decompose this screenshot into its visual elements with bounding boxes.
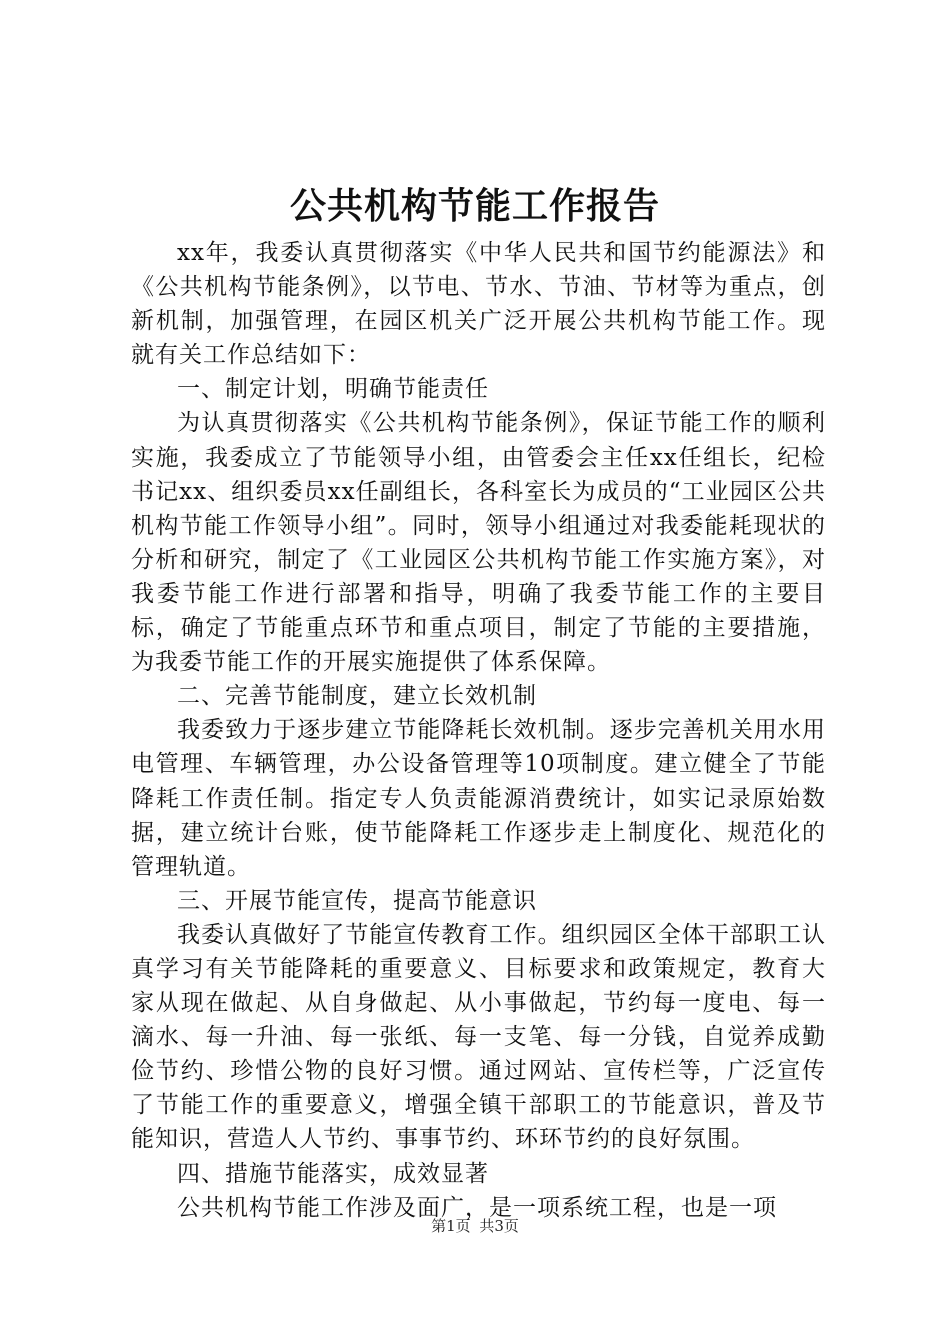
section-4-body: 公共机构节能工作涉及面广，是一项系统工程，也是一项 bbox=[177, 1194, 777, 1221]
section-2-body: 我委致力于逐步建立节能降耗长效机制。逐步完善机关用水用电管理、车辆管理，办公设备管理等10项制度。建立健全了节能降耗工作责任制。指定专人负责能源消费统计，如实记录原始数据，建立统计台账，使节能降耗工作逐步走上制度化、规范化的管理轨道。 bbox=[131, 717, 826, 880]
page-number: 第1页 bbox=[431, 1217, 471, 1235]
section-2-heading: 二、完善节能制度，建立长效机制 bbox=[177, 683, 537, 710]
page-total: 共3页 bbox=[479, 1217, 519, 1235]
section-3-heading: 三、开展节能宣传，提高节能意识 bbox=[177, 887, 537, 914]
page-footer bbox=[0, 1216, 950, 1236]
document-body bbox=[131, 236, 826, 1225]
section-1-heading: 一、制定计划，明确节能责任 bbox=[177, 376, 489, 403]
section-4-heading: 四、措施节能落实，成效显著 bbox=[177, 1160, 489, 1187]
document-title: 公共机构节能工作报告 bbox=[289, 186, 660, 227]
section-3-body: 我委认真做好了节能宣传教育工作。组织园区全体干部职工认真学习有关节能降耗的重要意义、目标要求和政策规定，教育大家从现在做起、从自身做起、从小事做起，节约每一度电、每一滴水、每一升油、每一张纸、每一支笔、每一分钱，自觉养成勤俭节约、珍惜公物的良好习惯。通过网站、宣传栏等，广泛宣传了节能工作的重要意义，增强全镇干部职工的节能意识，普及节能知识，营造人人节约、事事节约、环环节约的良好氛围。 bbox=[131, 921, 826, 1153]
section-1-body: 为认真贯彻落实《公共机构节能条例》，保证节能工作的顺利实施，我委成立了节能领导小组，由管委会主任xx任组长，纪检书记xx、组织委员xx任副组长，各科室长为成员的“工业园区公共机构节能工作领导小组”。同时，领导小组通过对我委能耗现状的分析和研究，制定了《工业园区公共机构节能工作实施方案》，对我委节能工作进行部署和指导，明确了我委节能工作的主要目标，确定了节能重点环节和重点项目，制定了节能的主要措施，为我委节能工作的开展实施提供了体系保障。 bbox=[131, 410, 826, 676]
intro-paragraph: xx年，我委认真贯彻落实《中华人民共和国节约能源法》和《公共机构节能条例》，以节电、节水、节油、节材等为重点，创新机制，加强管理，在园区机关广泛开展公共机构节能工作。现就有关工作总结如下： bbox=[131, 240, 826, 369]
